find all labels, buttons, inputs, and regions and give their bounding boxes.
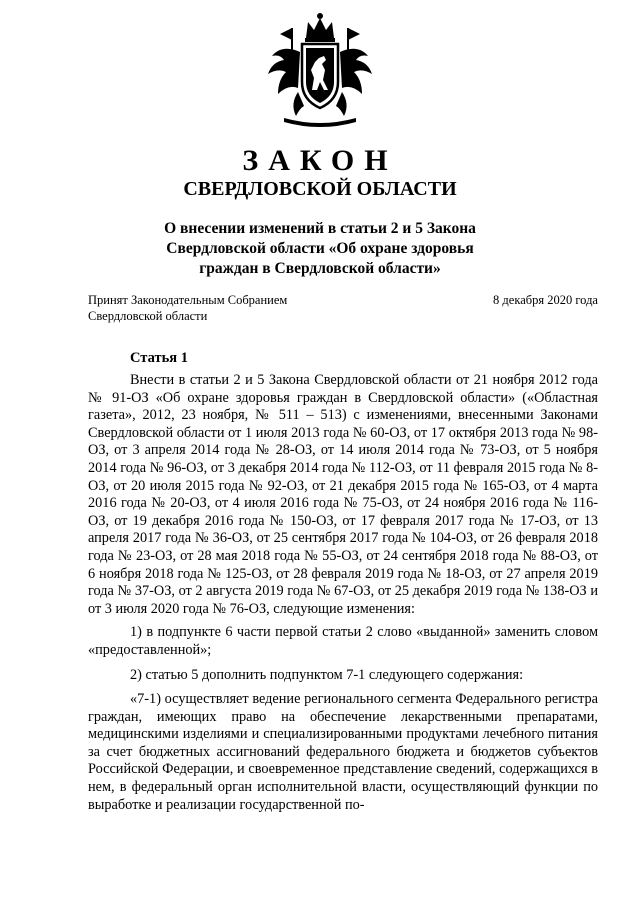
adoption-statement xyxy=(88,292,348,324)
article-paragraph: 1) в подпункте 6 части первой статьи 2 слово «выданной» заменить словом «предоставленной»; xyxy=(88,624,598,658)
article-paragraph: Внести в статьи 2 и 5 Закона Свердловской области от 21 ноября 2012 года № 91-ОЗ «Об охране здоровья граждан в Свердловской области» («Областная газета», 2012, 23 ноября, № 511 – 513) с изменениями, внесенными Законами Свердловской области от 1 июля 2013 года № 60-ОЗ, от 17 октября 2013 года № 98-ОЗ, от 3 апреля 2014 года № 28-ОЗ, от 14 июля 2014 года № 73-ОЗ, от 5 ноября 2014 года № 96-ОЗ, от 3 декабря 2014 года № 112-ОЗ, от 11 февраля 2015 года № 8-ОЗ, от 20 июля 2015 года № 92-ОЗ, от 21 декабря 2015 года № 165-ОЗ, от 4 марта 2016 года № 20-ОЗ, от 4 июля 2016 года № 75-ОЗ, от 24 ноября 2016 года № 116-ОЗ, от 19 декабря 2016 года № 150-ОЗ, от 17 февраля 2017 года № 17-ОЗ, от 13 апреля 2017 года № 36-ОЗ, от 25 сентября 2017 года № 104-ОЗ, от 26 февраля 2018 года № 23-ОЗ, от 28 мая 2018 года № 55-ОЗ, от 24 сентября 2018 года № 88-ОЗ, от 6 ноября 2018 года № 125-ОЗ, от 28 февраля 2019 года № 18-ОЗ, от 27 апреля 2019 года № 37-ОЗ, от 2 августа 2019 года № 67-ОЗ, от 25 декабря 2019 года № 138-ОЗ и от 3 июля 2020 года № 76-ОЗ, следующие изменения: xyxy=(88,372,598,617)
article-paragraph: «7-1) осуществляет ведение регионального сегмента Федерального регистра граждан, имеющих право на обеспечение лекарственными препаратами, медицинскими изделиями и специализированными продуктами лечебного питания за счет бюджетных ассигнований федерального бюджета и бюджетов субъектов Российской Федерации, и своевременное представление сведений, содержащихся в нем, в федеральный орган исполнительной власти, осуществляющий функции по выработке и реализации государственной по- xyxy=(88,691,598,813)
adoption-line: Свердловской области xyxy=(88,309,208,323)
subject-line: О внесении изменений в статьи 2 и 5 Закона xyxy=(164,220,476,237)
subject-line: граждан в Свердловской области» xyxy=(199,260,441,277)
coat-of-arms-icon xyxy=(262,8,378,128)
adoption-line: Принят Законодательным Собранием xyxy=(88,293,288,307)
subject-line: Свердловской области «Об охране здоровья xyxy=(166,240,474,257)
law-region: СВЕРДЛОВСКОЙ ОБЛАСТИ xyxy=(183,178,457,200)
article-heading: Статья 1 xyxy=(130,350,188,366)
adoption-date: 8 декабря 2020 года xyxy=(493,293,598,307)
article-paragraph: 2) статью 5 дополнить подпунктом 7-1 следующего содержания: xyxy=(130,666,524,683)
law-subject xyxy=(140,219,500,279)
law-title: ЗАКОН xyxy=(242,144,398,177)
article-body xyxy=(88,372,598,821)
